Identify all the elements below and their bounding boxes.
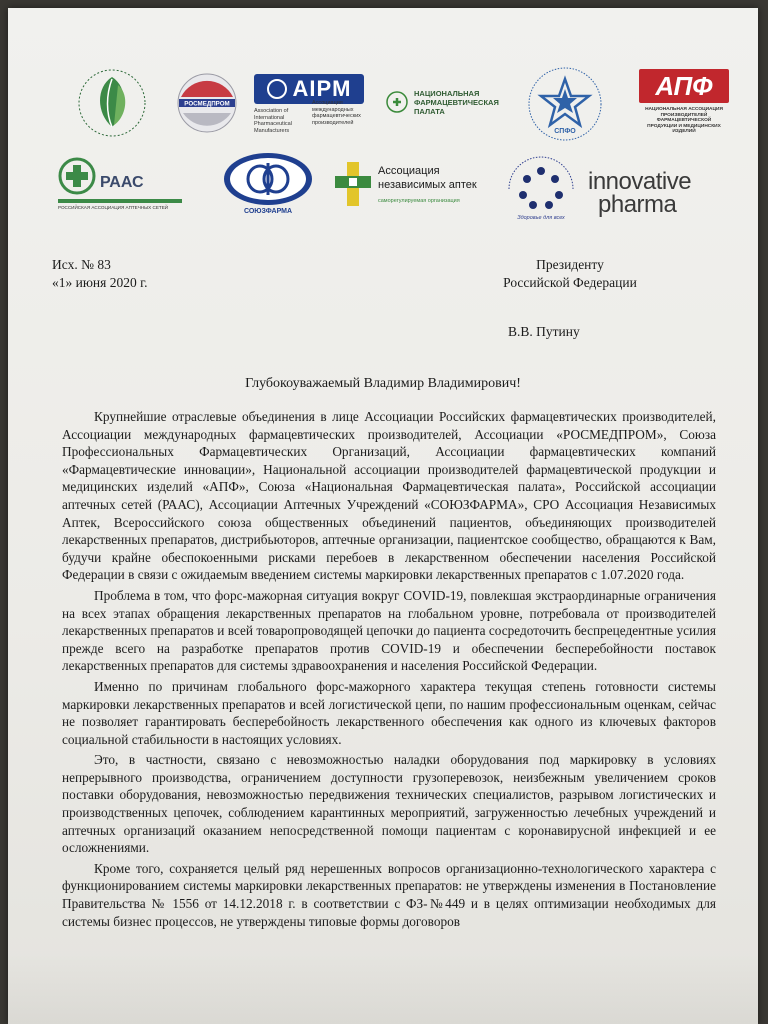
anapt-line2: независимых аптек	[378, 179, 477, 191]
addressee-country: Российской Федерации	[503, 275, 637, 290]
pharmacy-cross-icon	[334, 160, 372, 208]
apf-logo	[636, 64, 732, 140]
soyuzfarma-emblem-icon	[221, 151, 315, 215]
raas-label: РААС	[100, 173, 144, 191]
patients-stars-icon	[501, 149, 581, 223]
chamber-line2: ФАРМАЦЕВТИЧЕСКАЯ	[414, 97, 499, 107]
innovative-pharma-logo	[588, 168, 718, 218]
independent-pharmacies-logo	[334, 148, 484, 220]
paragraph-1: Крупнейшие отраслевые объединения в лице Ассоциации Российских фармацевтических производителей, Ассоциации международных фармацевтических производителей, Ассоциации «РОСМЕДПРОМ», Союза Профессиональных Фармацевтических Организаций, Ассоциации фармацевтических компаний «Фармацевтические инновации», Национальной ассоциации производителей фармацевтической продукции и медицинских изделий «АПФ», Союза «Национальная Фармацевтическая палата», Российской ассоциации аптечных сетей (РААС), Ассоциации Аптечных Учреждений «СОЮЗФАРМА», СРО Ассоциация Независимых Аптек, Всероссийского союза общественных объединений пациентов, объединяющих производителей лекарственных препаратов, дистрибьюторов, аптечные организации, пациентское сообщество, обращаются к Вам, будучи крайне обеспокоенными рисками перебоев в лекарственном обеспечении населения Российской Федерации в связи с ожидаемым введением системы маркировки лекарственных препаратов с 1.07.2020 года.	[62, 409, 716, 583]
spfo-label: СПФО	[554, 128, 576, 135]
arfp-emblem-icon	[66, 65, 158, 141]
aipm-subtitle-ru: Ассоциация международных фармацевтических производителей	[312, 100, 361, 126]
addressee-title: Президенту	[536, 257, 604, 272]
chamber-line3: ПАЛАТА	[414, 106, 445, 116]
apf-subtitle: НАЦИОНАЛЬНАЯ АССОЦИАЦИЯ ПРОИЗВОДИТЕЛЕЙ ФАРМАЦЕВТИЧЕСКОЙ ПРОДУКЦИИ И МЕДИЦИНСКИХ ИЗДЕЛИЙ	[645, 107, 723, 135]
anapt-line1: Ассоциация	[378, 165, 440, 177]
arfp-logo	[64, 64, 160, 142]
apf-label: АПФ	[639, 69, 729, 103]
rosmedprom-label: РОСМЕДПРОМ	[184, 100, 230, 108]
innovative-line2: pharma	[598, 191, 677, 218]
paragraph-2: Проблема в том, что форс-мажорная ситуация вокруг COVID-19, повлекшая экстраординарные ограничения на всех этапах обращения лекарственных препаратов на глобальном уровне, потребовала от производителей лекарственных препаратов и всей товаропроводящей цепочки до пациента сосредоточить беспрецедентные усилия прежде всего на разработке препаратов против COVID-19 и обеспечении бесперебойности поставок лекарственных препаратов для системы здравоохранения и населения Российской Федерации.	[62, 587, 716, 674]
paragraph-5: Кроме того, сохраняется целый ряд нерешенных вопросов организационно-технологического характера с функционированием системы маркировки лекарственных препаратов: не утверждены изменения в Постановление Правительства № 1556 от 14.12.2018 г. в соответствии с ФЗ-№449 и в целях оптимизации необходимых для системы бизнес процессов, не утверждены типовые формы договоров	[62, 860, 716, 929]
outgoing-block	[52, 256, 148, 292]
paragraph-3: Именно по причинам глобального форс-мажорного характера текущая степень готовности системы маркировки лекарственных препаратов и всей логистической цепи, по нашим профессиональным оценкам, сейчас не позволяет гарантировать бесперебойность лекарственного обеспечения как одного из ключевых факторов социальной стабильности в настоящих условиях.	[62, 678, 716, 747]
chamber-emblem-icon	[386, 91, 408, 113]
anapt-subtitle: саморегулируемая организация	[378, 198, 460, 204]
raas-logo	[58, 150, 188, 216]
aipm-subtitle-en: Association of International Pharmaceutical Manufacturers	[254, 108, 292, 134]
raas-cross-icon	[58, 157, 96, 195]
aipm-globe-icon	[267, 79, 287, 99]
paragraph-4: Это, в частности, связано с невозможностью наладки оборудования под маркировку в условиях непрерывного производства, ограничением доступности грузоперевозок, неизбежным увеличением сроков поставки оборудования, невозможностью передвижения технических специалистов, разрывом логистических и производственных цепочек, соблюдением карантинных мероприятий, загруженностью лечебных учреждений и аптечных организаций оказанием непосредственной помощи пациентам с коронавирусной инфекцией и ее осложнениями.	[62, 752, 716, 856]
innovative-line1: innovative	[588, 168, 692, 195]
letter-body	[62, 408, 716, 933]
raas-subtitle: РОССИЙСКАЯ АССОЦИАЦИЯ АПТЕЧНЫХ СЕТЕЙ	[58, 204, 169, 210]
patients-motto: Здоровье для всех	[517, 215, 565, 221]
aipm-label: AIPM	[292, 76, 352, 101]
soyuzfarma-label: СОЮЗФАРМА	[243, 208, 293, 215]
spfo-logo	[524, 64, 606, 144]
soyuzfarma-logo	[218, 150, 318, 216]
spfo-star-icon	[526, 65, 604, 143]
rosmedprom-globe-icon	[175, 71, 239, 135]
outgoing-date: «1» июня 2020 г.	[52, 275, 148, 290]
addressee-block	[500, 256, 640, 292]
outgoing-number: Исх. № 83	[52, 257, 111, 272]
rosmedprom-logo	[172, 70, 242, 136]
patients-union-logo	[498, 148, 584, 224]
aipm-logo	[254, 64, 374, 144]
letter-page	[8, 8, 758, 1024]
chamber-line1: НАЦИОНАЛЬНАЯ	[414, 88, 480, 98]
salutation: Глубокоуважаемый Владимир Владимирович!	[245, 376, 521, 391]
national-pharma-chamber-logo	[386, 82, 506, 122]
recipient-name: В.В. Путину	[508, 324, 580, 339]
